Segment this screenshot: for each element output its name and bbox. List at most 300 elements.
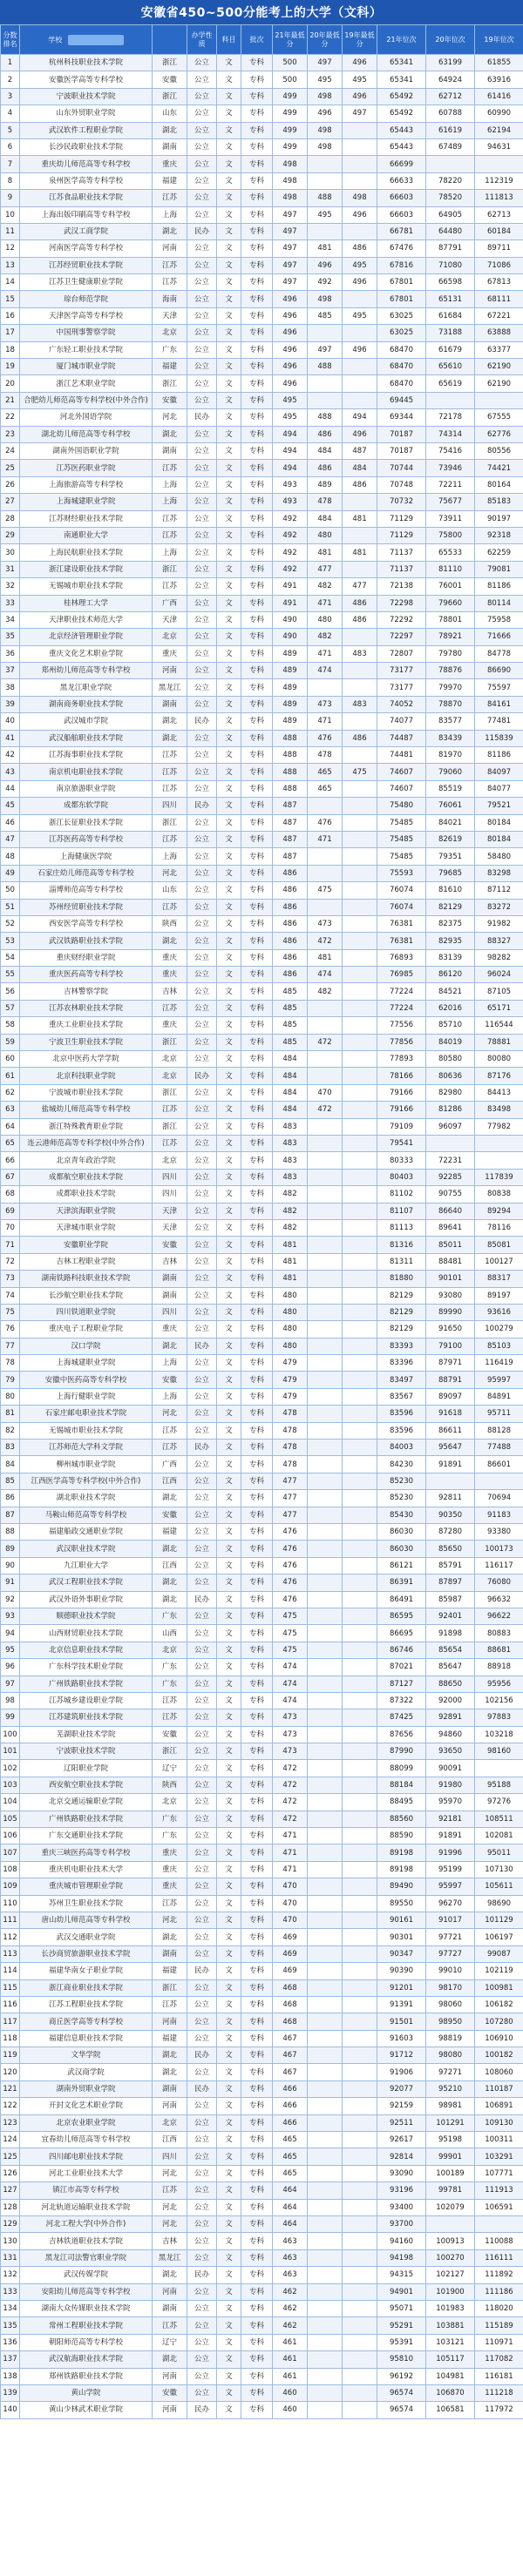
cell-min-2021: 493 bbox=[273, 494, 308, 510]
cell-batch: 专科 bbox=[241, 1929, 273, 1945]
cell-min-2019 bbox=[343, 1372, 377, 1388]
cell-subject: 文 bbox=[217, 679, 241, 696]
cell-pos-2020: 85710 bbox=[426, 1017, 475, 1034]
cell-pos-2020: 95199 bbox=[426, 1861, 475, 1878]
cell-rank: 26 bbox=[1, 476, 20, 493]
cell-rank: 91 bbox=[1, 1575, 20, 1591]
cell-nature: 公立 bbox=[187, 1372, 217, 1388]
table-row bbox=[1, 2402, 523, 2418]
cell-min-2021: 499 bbox=[273, 122, 308, 138]
cell-batch: 专科 bbox=[241, 1625, 273, 1642]
cell-school: 江苏食品职业技术学院 bbox=[20, 190, 153, 206]
cell-min-2020 bbox=[308, 1321, 343, 1338]
cell-subject: 文 bbox=[217, 1372, 241, 1388]
cell-batch: 专科 bbox=[241, 1777, 273, 1793]
cell-pos-2019: 62190 bbox=[475, 359, 523, 375]
cell-rank: 66 bbox=[1, 1152, 20, 1169]
cell-pos-2019: 70694 bbox=[475, 1490, 523, 1507]
header-2019-rank: 19年位次 bbox=[475, 25, 523, 55]
table-row bbox=[1, 848, 523, 865]
table-row bbox=[1, 2132, 523, 2148]
table-row bbox=[1, 713, 523, 730]
cell-school: 辽阳职业学院 bbox=[20, 1760, 153, 1777]
cell-min-2019 bbox=[343, 1118, 377, 1135]
cell-province: 海南 bbox=[153, 291, 187, 307]
cell-rank: 106 bbox=[1, 1828, 20, 1844]
cell-province: 河南 bbox=[153, 2098, 187, 2114]
cell-min-2019: 496 bbox=[343, 88, 377, 105]
cell-rank: 4 bbox=[1, 105, 20, 122]
cell-subject: 文 bbox=[217, 798, 241, 814]
cell-subject: 文 bbox=[217, 341, 241, 358]
cell-pos-2019: 61855 bbox=[475, 55, 523, 71]
cell-pos-2021: 74481 bbox=[377, 747, 426, 764]
cell-rank: 82 bbox=[1, 1422, 20, 1439]
cell-pos-2020: 85791 bbox=[426, 1557, 475, 1574]
cell-batch: 专科 bbox=[241, 831, 273, 847]
cell-pos-2021: 65443 bbox=[377, 122, 426, 138]
cell-province: 福建 bbox=[153, 172, 187, 189]
cell-rank: 1 bbox=[1, 55, 20, 71]
cell-pos-2020: 62712 bbox=[426, 88, 475, 105]
cell-pos-2019: 88681 bbox=[475, 1642, 523, 1658]
cell-batch: 专科 bbox=[241, 1456, 273, 1473]
cell-min-2020 bbox=[308, 1338, 343, 1354]
cell-min-2019 bbox=[343, 1575, 377, 1591]
cell-pos-2019: 84077 bbox=[475, 780, 523, 797]
cell-school: 石家庄幼儿师范高等专科学校 bbox=[20, 865, 153, 881]
cell-min-2020: 486 bbox=[308, 460, 343, 476]
cell-nature: 公立 bbox=[187, 1743, 217, 1760]
cell-pos-2019: 110971 bbox=[475, 2334, 523, 2350]
cell-min-2020: 480 bbox=[308, 611, 343, 628]
cell-pos-2021: 86491 bbox=[377, 1591, 426, 1608]
cell-pos-2019: 88327 bbox=[475, 933, 523, 949]
cell-province: 上海 bbox=[153, 1388, 187, 1405]
cell-rank: 56 bbox=[1, 983, 20, 1000]
cell-min-2019 bbox=[343, 1271, 377, 1287]
cell-nature: 公立 bbox=[187, 1642, 217, 1658]
cell-min-2019 bbox=[343, 2317, 377, 2334]
cell-min-2020 bbox=[308, 2368, 343, 2384]
cell-pos-2020: 91891 bbox=[426, 1828, 475, 1844]
table-row bbox=[1, 882, 523, 899]
cell-rank: 59 bbox=[1, 1034, 20, 1050]
cell-school: 广东科学技术职业学院 bbox=[20, 1659, 153, 1676]
cell-rank: 102 bbox=[1, 1760, 20, 1777]
cell-pos-2020: 82619 bbox=[426, 831, 475, 847]
cell-subject: 文 bbox=[217, 780, 241, 797]
cell-pos-2021: 93700 bbox=[377, 2216, 426, 2233]
table-row bbox=[1, 595, 523, 611]
cell-pos-2021: 81880 bbox=[377, 1271, 426, 1287]
cell-min-2021: 467 bbox=[273, 2064, 308, 2080]
cell-min-2020 bbox=[308, 2199, 343, 2215]
table-row bbox=[1, 2384, 523, 2401]
cell-province: 上海 bbox=[153, 1355, 187, 1372]
cell-province: 广东 bbox=[153, 1676, 187, 1692]
cell-pos-2021: 96574 bbox=[377, 2402, 426, 2418]
cell-pos-2019: 87105 bbox=[475, 983, 523, 1000]
cell-pos-2019: 95188 bbox=[475, 1777, 523, 1793]
cell-school: 宁波城市职业技术学院 bbox=[20, 1084, 153, 1101]
cell-pos-2020: 82935 bbox=[426, 933, 475, 949]
cell-batch: 专科 bbox=[241, 2351, 273, 2368]
cell-rank: 129 bbox=[1, 2216, 20, 2233]
table-row bbox=[1, 696, 523, 712]
cell-school: 上海城建职业学院 bbox=[20, 494, 153, 510]
cell-min-2021: 478 bbox=[273, 1440, 308, 1456]
cell-nature: 民办 bbox=[187, 2047, 217, 2064]
cell-rank: 29 bbox=[1, 527, 20, 543]
cell-school: 宁波卫生职业技术学院 bbox=[20, 1034, 153, 1050]
cell-pos-2021: 95391 bbox=[377, 2334, 426, 2350]
cell-pos-2019: 111892 bbox=[475, 2267, 523, 2283]
cell-province: 四川 bbox=[153, 1304, 187, 1320]
cell-min-2020 bbox=[308, 2114, 343, 2131]
cell-school: 镇江市高等专科学校 bbox=[20, 2182, 153, 2199]
cell-province: 湖北 bbox=[153, 2351, 187, 2368]
cell-pos-2019: 87112 bbox=[475, 882, 523, 899]
table-row bbox=[1, 747, 523, 764]
cell-subject: 文 bbox=[217, 1388, 241, 1405]
cell-rank: 79 bbox=[1, 1372, 20, 1388]
cell-min-2019: 496 bbox=[343, 274, 377, 291]
table-row bbox=[1, 291, 523, 307]
cell-pos-2021: 81102 bbox=[377, 1186, 426, 1203]
cell-rank: 118 bbox=[1, 2030, 20, 2047]
table-row bbox=[1, 2300, 523, 2316]
cell-province: 浙江 bbox=[153, 55, 187, 71]
cell-province: 重庆 bbox=[153, 1321, 187, 1338]
cell-subject: 文 bbox=[217, 1321, 241, 1338]
cell-batch: 专科 bbox=[241, 2098, 273, 2114]
cell-province: 湖北 bbox=[153, 1338, 187, 1354]
cell-min-2020 bbox=[308, 1152, 343, 1169]
cell-nature: 民办 bbox=[187, 798, 217, 814]
cell-min-2020 bbox=[308, 1304, 343, 1320]
cell-min-2019 bbox=[343, 1456, 377, 1473]
cell-min-2020: 496 bbox=[308, 105, 343, 122]
cell-pos-2019: 96632 bbox=[475, 1591, 523, 1608]
cell-batch: 专科 bbox=[241, 1659, 273, 1676]
cell-rank: 32 bbox=[1, 578, 20, 595]
table-row bbox=[1, 1422, 523, 1439]
cell-nature: 公立 bbox=[187, 1945, 217, 1962]
cell-province: 重庆 bbox=[153, 1878, 187, 1895]
cell-pos-2020: 60788 bbox=[426, 105, 475, 122]
cell-rank: 8 bbox=[1, 172, 20, 189]
cell-batch: 专科 bbox=[241, 1608, 273, 1624]
cell-pos-2019: 58480 bbox=[475, 848, 523, 865]
cell-min-2021: 480 bbox=[273, 1304, 308, 1320]
cell-nature: 公立 bbox=[187, 1692, 217, 1709]
cell-min-2020 bbox=[308, 1068, 343, 1084]
cell-school: 商丘医学高等专科学校 bbox=[20, 2013, 153, 2030]
cell-province: 河北 bbox=[153, 1912, 187, 1928]
cell-nature: 公立 bbox=[187, 2098, 217, 2114]
cell-school: 安徽职业学院 bbox=[20, 1237, 153, 1253]
cell-pos-2021: 93400 bbox=[377, 2199, 426, 2215]
cell-pos-2020: 90101 bbox=[426, 1271, 475, 1287]
cell-province: 江苏 bbox=[153, 527, 187, 543]
cell-pos-2021: 84230 bbox=[377, 1456, 426, 1473]
cell-pos-2020: 91891 bbox=[426, 1456, 475, 1473]
cell-rank: 76 bbox=[1, 1321, 20, 1338]
cell-pos-2020: 91650 bbox=[426, 1321, 475, 1338]
cell-min-2019 bbox=[343, 1084, 377, 1101]
cell-batch: 专科 bbox=[241, 1372, 273, 1388]
cell-min-2020: 497 bbox=[308, 55, 343, 71]
table-row bbox=[1, 88, 523, 105]
cell-school: 湖南大众传媒职业技术学院 bbox=[20, 2300, 153, 2316]
cell-min-2019 bbox=[343, 1507, 377, 1523]
cell-batch: 专科 bbox=[241, 2047, 273, 2064]
cell-pos-2021: 82129 bbox=[377, 1287, 426, 1304]
cell-batch: 专科 bbox=[241, 1338, 273, 1354]
cell-pos-2021: 71137 bbox=[377, 544, 426, 561]
cell-rank: 31 bbox=[1, 561, 20, 577]
cell-province: 河南 bbox=[153, 2283, 187, 2300]
cell-school: 重庆文化艺术职业学院 bbox=[20, 645, 153, 662]
cell-school: 北京中医药大学学院 bbox=[20, 1051, 153, 1068]
cell-pos-2019: 84413 bbox=[475, 1084, 523, 1101]
cell-min-2019 bbox=[343, 1743, 377, 1760]
cell-nature: 公立 bbox=[187, 2030, 217, 2047]
cell-pos-2020: 64905 bbox=[426, 206, 475, 223]
cell-subject: 文 bbox=[217, 190, 241, 206]
cell-school: 江苏建筑职业技术学院 bbox=[20, 1709, 153, 1726]
cell-rank: 138 bbox=[1, 2368, 20, 2384]
cell-min-2021: 483 bbox=[273, 1152, 308, 1169]
cell-pos-2020: 102079 bbox=[426, 2199, 475, 2215]
table-row bbox=[1, 798, 523, 814]
cell-province: 北京 bbox=[153, 629, 187, 645]
cell-school: 北京农业职业学院 bbox=[20, 2114, 153, 2131]
cell-province: 湖北 bbox=[153, 1575, 187, 1591]
cell-nature: 公立 bbox=[187, 1777, 217, 1793]
cell-nature: 公立 bbox=[187, 1726, 217, 1743]
cell-rank: 133 bbox=[1, 2283, 20, 2300]
cell-school: 武汉传媒学院 bbox=[20, 2267, 153, 2283]
cell-pos-2020: 98080 bbox=[426, 2047, 475, 2064]
table-row bbox=[1, 1440, 523, 1456]
cell-rank: 55 bbox=[1, 967, 20, 983]
cell-min-2019: 484 bbox=[343, 460, 377, 476]
cell-nature: 公立 bbox=[187, 1422, 217, 1439]
cell-min-2021: 485 bbox=[273, 1017, 308, 1034]
cell-batch: 专科 bbox=[241, 1186, 273, 1203]
cell-min-2020 bbox=[308, 1996, 343, 2013]
cell-pos-2019: 86601 bbox=[475, 1456, 523, 1473]
cell-province: 湖北 bbox=[153, 223, 187, 239]
cell-pos-2020: 95970 bbox=[426, 1794, 475, 1811]
cell-min-2020 bbox=[308, 1945, 343, 1962]
cell-province: 吉林 bbox=[153, 2233, 187, 2249]
cell-min-2021: 473 bbox=[273, 1726, 308, 1743]
cell-min-2019: 481 bbox=[343, 544, 377, 561]
table-header-row bbox=[1, 25, 523, 55]
cell-school: 九江职业大学 bbox=[20, 1557, 153, 1574]
cell-nature: 公立 bbox=[187, 460, 217, 476]
cell-pos-2020: 79780 bbox=[426, 645, 475, 662]
cell-min-2020: 471 bbox=[308, 595, 343, 611]
cell-pos-2019: 117972 bbox=[475, 2402, 523, 2418]
cell-min-2020 bbox=[308, 1895, 343, 1912]
cell-pos-2019: 116117 bbox=[475, 1557, 523, 1574]
cell-rank: 78 bbox=[1, 1355, 20, 1372]
cell-min-2021: 488 bbox=[273, 780, 308, 797]
cell-subject: 文 bbox=[217, 2249, 241, 2266]
cell-school: 黄山少林武术职业学院 bbox=[20, 2402, 153, 2418]
cell-min-2021: 468 bbox=[273, 1996, 308, 2013]
page-title: 安徽省450~500分能考上的大学（文科） bbox=[0, 0, 523, 24]
cell-min-2020 bbox=[308, 1186, 343, 1203]
cell-batch: 专科 bbox=[241, 1102, 273, 1118]
cell-province: 江西 bbox=[153, 1557, 187, 1574]
cell-rank: 67 bbox=[1, 1169, 20, 1185]
cell-school: 湖南外贸职业学院 bbox=[20, 2080, 153, 2097]
cell-min-2021: 499 bbox=[273, 105, 308, 122]
cell-pos-2021: 68470 bbox=[377, 375, 426, 392]
cell-min-2020 bbox=[308, 1219, 343, 1236]
cell-school: 吉林警察学院 bbox=[20, 983, 153, 1000]
cell-nature: 公立 bbox=[187, 2148, 217, 2165]
cell-pos-2020: 75800 bbox=[426, 527, 475, 543]
table-row bbox=[1, 1102, 523, 1118]
cell-nature: 公立 bbox=[187, 1575, 217, 1591]
cell-pos-2021: 88184 bbox=[377, 1777, 426, 1793]
cell-batch: 专科 bbox=[241, 223, 273, 239]
cell-rank: 96 bbox=[1, 1659, 20, 1676]
cell-subject: 文 bbox=[217, 1878, 241, 1895]
cell-pos-2020: 91017 bbox=[426, 1912, 475, 1928]
cell-subject: 文 bbox=[217, 561, 241, 577]
cell-pos-2019: 78881 bbox=[475, 1034, 523, 1050]
cell-min-2019 bbox=[343, 679, 377, 696]
cell-pos-2021: 89198 bbox=[377, 1844, 426, 1861]
cell-pos-2021: 95071 bbox=[377, 2300, 426, 2316]
cell-subject: 文 bbox=[217, 476, 241, 493]
cell-batch: 专科 bbox=[241, 899, 273, 915]
cell-subject: 文 bbox=[217, 1861, 241, 1878]
cell-subject: 文 bbox=[217, 1726, 241, 1743]
cell-subject: 文 bbox=[217, 1929, 241, 1945]
cell-subject: 文 bbox=[217, 1406, 241, 1422]
cell-min-2021: 462 bbox=[273, 2283, 308, 2300]
cell-pos-2021: 72297 bbox=[377, 629, 426, 645]
cell-pos-2019: 89294 bbox=[475, 1203, 523, 1219]
cell-pos-2020 bbox=[426, 392, 475, 408]
cell-province: 四川 bbox=[153, 2148, 187, 2165]
cell-min-2019 bbox=[343, 291, 377, 307]
cell-min-2021: 463 bbox=[273, 2267, 308, 2283]
cell-min-2020: 471 bbox=[308, 645, 343, 662]
cell-pos-2019: 84161 bbox=[475, 696, 523, 712]
cell-min-2020 bbox=[308, 1456, 343, 1473]
cell-pos-2021: 65341 bbox=[377, 55, 426, 71]
cell-subject: 文 bbox=[217, 1608, 241, 1624]
cell-school: 西安医学高等专科学校 bbox=[20, 915, 153, 932]
cell-subject: 文 bbox=[217, 2114, 241, 2131]
cell-batch: 专科 bbox=[241, 325, 273, 341]
cell-min-2019 bbox=[343, 1726, 377, 1743]
cell-pos-2019: 91183 bbox=[475, 1507, 523, 1523]
table-row bbox=[1, 1169, 523, 1185]
cell-rank: 30 bbox=[1, 544, 20, 561]
cell-rank: 85 bbox=[1, 1473, 20, 1489]
cell-min-2021: 496 bbox=[273, 375, 308, 392]
cell-min-2019 bbox=[343, 1912, 377, 1928]
cell-min-2020: 472 bbox=[308, 1102, 343, 1118]
cell-rank: 9 bbox=[1, 190, 20, 206]
cell-school: 重庆城市管理职业学院 bbox=[20, 1878, 153, 1895]
table-row bbox=[1, 55, 523, 71]
cell-min-2019 bbox=[343, 747, 377, 764]
cell-school: 浙江商业职业技术学院 bbox=[20, 1979, 153, 1996]
cell-rank: 73 bbox=[1, 1271, 20, 1287]
cell-min-2019 bbox=[343, 1895, 377, 1912]
cell-province: 福建 bbox=[153, 1963, 187, 1979]
cell-batch: 专科 bbox=[241, 1152, 273, 1169]
table-row bbox=[1, 2233, 523, 2249]
cell-school: 柳州城市职业学院 bbox=[20, 1456, 153, 1473]
cell-min-2020 bbox=[308, 172, 343, 189]
cell-province: 江苏 bbox=[153, 510, 187, 527]
cell-min-2020 bbox=[308, 2249, 343, 2266]
cell-pos-2020: 93080 bbox=[426, 1287, 475, 1304]
cell-batch: 专科 bbox=[241, 1575, 273, 1591]
cell-batch: 专科 bbox=[241, 2013, 273, 2030]
cell-nature: 公立 bbox=[187, 1878, 217, 1895]
cell-school: 苏州卫生职业技术学院 bbox=[20, 1895, 153, 1912]
cell-pos-2020: 106870 bbox=[426, 2384, 475, 2401]
cell-batch: 专科 bbox=[241, 122, 273, 138]
cell-min-2019 bbox=[343, 1304, 377, 1320]
cell-subject: 文 bbox=[217, 359, 241, 375]
cell-min-2019 bbox=[343, 527, 377, 543]
cell-province: 安徽 bbox=[153, 392, 187, 408]
cell-min-2020 bbox=[308, 1844, 343, 1861]
cell-school: 天津职业技术师范大学 bbox=[20, 611, 153, 628]
cell-nature: 公立 bbox=[187, 1152, 217, 1169]
cell-batch: 专科 bbox=[241, 1017, 273, 1034]
cell-rank: 5 bbox=[1, 122, 20, 138]
cell-min-2020: 475 bbox=[308, 882, 343, 899]
cell-school: 福建信息职业技术学院 bbox=[20, 2030, 153, 2047]
cell-min-2020 bbox=[308, 1406, 343, 1422]
cell-min-2020: 473 bbox=[308, 915, 343, 932]
cell-batch: 专科 bbox=[241, 71, 273, 88]
cell-school: 江苏城乡建设职业学院 bbox=[20, 1692, 153, 1709]
cell-min-2021: 490 bbox=[273, 629, 308, 645]
table-row bbox=[1, 1136, 523, 1152]
cell-min-2020 bbox=[308, 1726, 343, 1743]
cell-pos-2021: 79109 bbox=[377, 1118, 426, 1135]
table-row bbox=[1, 1929, 523, 1945]
cell-rank: 25 bbox=[1, 460, 20, 476]
cell-min-2020 bbox=[308, 1794, 343, 1811]
cell-subject: 文 bbox=[217, 1828, 241, 1844]
cell-pos-2019: 62190 bbox=[475, 375, 523, 392]
cell-rank: 90 bbox=[1, 1557, 20, 1574]
cell-min-2020 bbox=[308, 2233, 343, 2249]
cell-pos-2019: 92318 bbox=[475, 527, 523, 543]
cell-nature: 公立 bbox=[187, 814, 217, 831]
cell-rank: 127 bbox=[1, 2182, 20, 2199]
cell-province: 湖南 bbox=[153, 2300, 187, 2316]
cell-rank: 74 bbox=[1, 1287, 20, 1304]
